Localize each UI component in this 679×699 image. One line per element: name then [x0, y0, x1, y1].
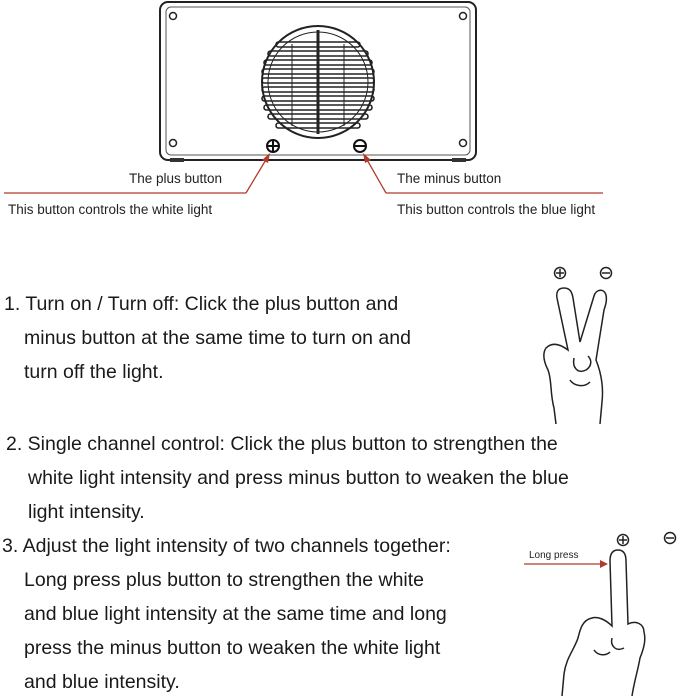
step-3-line-3: and blue light intensity at the same time and long	[24, 603, 447, 625]
step-3-line-4: press the minus button to weaken the white light	[24, 637, 441, 659]
two-finger-hand-icon	[530, 262, 630, 427]
step-1-line-2: minus button at the same time to turn on and	[24, 327, 411, 349]
step-2	[6, 427, 569, 529]
step-1-line-3: turn off the light.	[24, 361, 164, 383]
step-1-line-1: 1. Turn on / Turn off: Click the plus button and	[4, 293, 399, 315]
minus-button-description: This button controls the blue light	[397, 202, 596, 217]
plus-circle-icon	[267, 140, 279, 152]
step-3-line-1: 3. Adjust the light intensity of two channels together:	[2, 535, 451, 557]
step-2-line-3: light intensity.	[28, 501, 145, 523]
step-1	[4, 287, 411, 389]
step-2-line-1: 2. Single channel control: Click the plus button to strengthen the	[6, 433, 558, 455]
step-3	[2, 529, 451, 699]
long-press-label: Long press	[529, 550, 579, 561]
step-3-line-5: and blue intensity.	[24, 671, 180, 693]
plus-button-label: The plus button	[129, 171, 223, 186]
minus-button-label: The minus button	[397, 171, 502, 186]
plus-button-description: This button controls the white light	[8, 202, 213, 217]
step-3-line-2: Long press plus button to strengthen the white	[24, 569, 425, 591]
step-2-line-2: white light intensity and press minus button to weaken the blue	[28, 467, 569, 489]
